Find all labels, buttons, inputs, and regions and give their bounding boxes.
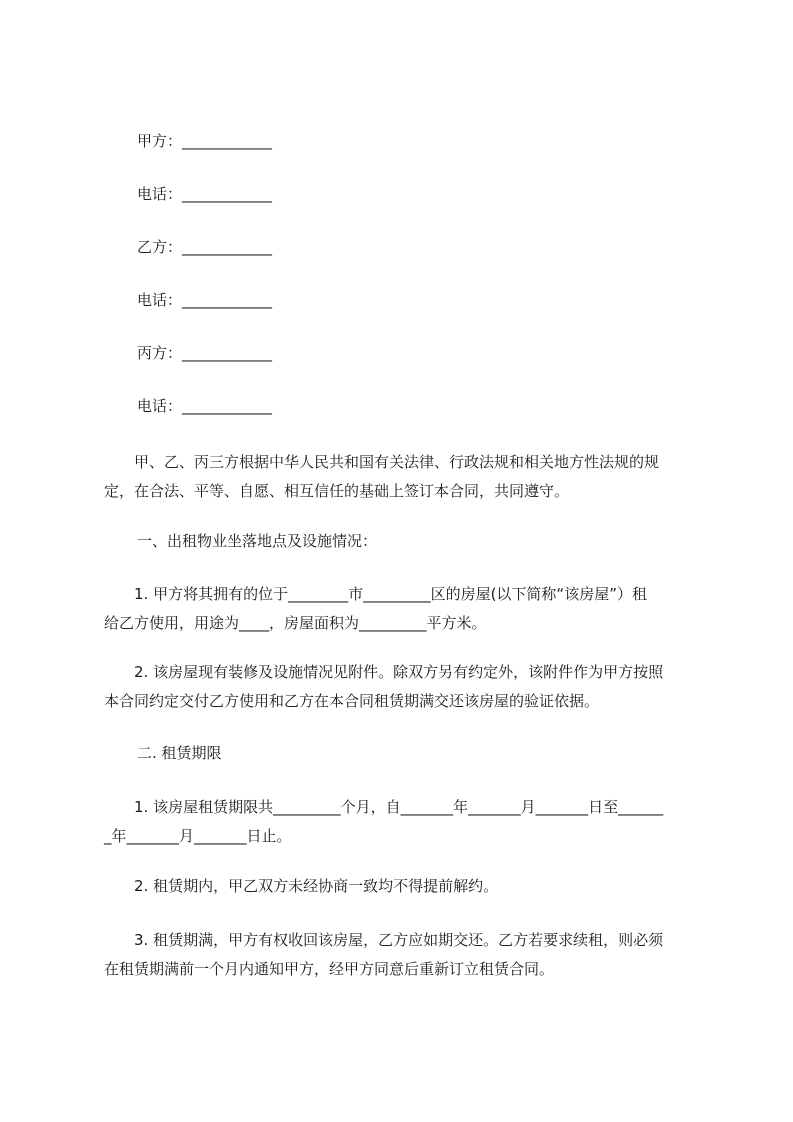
intro-line-2: 定，在合法、平等、自愿、相互信任的基础上签订本合同，共同遵守。 (104, 482, 570, 500)
party-b-phone-blank: ____________ (182, 291, 273, 309)
party-c-phone-blank: ____________ (182, 397, 273, 415)
party-a-label: 甲方： (137, 132, 183, 150)
section-2-item-1-line-1: 1. 该房屋租赁期限共_________个月，自_______年_______月_______日至______ (104, 798, 664, 816)
party-c-line (137, 342, 272, 364)
intro-line-1: 甲、乙、丙三方根据中华人民共和国有关法律、行政法规和相关地方性法规的规 (104, 453, 660, 471)
section-1-item-2 (104, 658, 704, 716)
section-1-item-2-line-2: 本合同约定交付乙方使用和乙方在本合同租赁期满交还该房屋的验证依据。 (104, 692, 600, 710)
section-2-item-2-line-1: 2. 租赁期内，甲乙双方未经协商一致均不得提前解约。 (104, 877, 499, 895)
section-1-item-1-line-2: 给乙方使用，用途为____，房屋面积为_________平方米。 (104, 614, 487, 632)
section-1-heading: 一、出租物业坐落地点及设施情况： (137, 532, 378, 550)
section-2-item-3-line-2: 在租赁期满前一个月内通知甲方，经甲方同意后重新订立租赁合同。 (104, 960, 555, 978)
section-2-item-3 (104, 926, 704, 984)
section-1-item-2-line-1: 2. 该房屋现有装修及设施情况见附件。除双方另有约定外，该附件作为甲方按照 (104, 663, 664, 681)
party-b-line (137, 236, 272, 258)
party-c-phone-label: 电话： (137, 397, 183, 415)
section-2-item-1-line-2: _年_______月_______日止。 (104, 827, 292, 845)
party-c-label: 丙方： (137, 344, 183, 362)
section-2-item-2 (104, 872, 704, 901)
party-a-blank: ____________ (182, 132, 273, 150)
party-b-blank: ____________ (182, 238, 273, 256)
section-1-item-1 (104, 580, 704, 638)
section-2-item-3-line-1: 3. 租赁期满，甲方有权收回该房屋，乙方应如期交还。乙方若要求续租，则必须 (104, 931, 664, 949)
party-b-phone-line (137, 289, 272, 311)
section-2-item-1 (104, 793, 704, 851)
party-b-phone-label: 电话： (137, 291, 183, 309)
party-b-label: 乙方： (137, 238, 183, 256)
party-a-phone-label: 电话： (137, 185, 183, 203)
party-c-phone-line (137, 395, 272, 417)
section-2-heading: 二. 租赁期限 (137, 744, 222, 762)
party-c-blank: ____________ (182, 344, 273, 362)
party-a-phone-blank: ____________ (182, 185, 273, 203)
intro-paragraph (104, 448, 704, 506)
party-a-line (137, 130, 272, 152)
party-a-phone-line (137, 183, 272, 205)
section-1-item-1-line-1: 1. 甲方将其拥有的位于________市_________区的房屋(以下简称“该房屋”）租 (104, 585, 647, 603)
